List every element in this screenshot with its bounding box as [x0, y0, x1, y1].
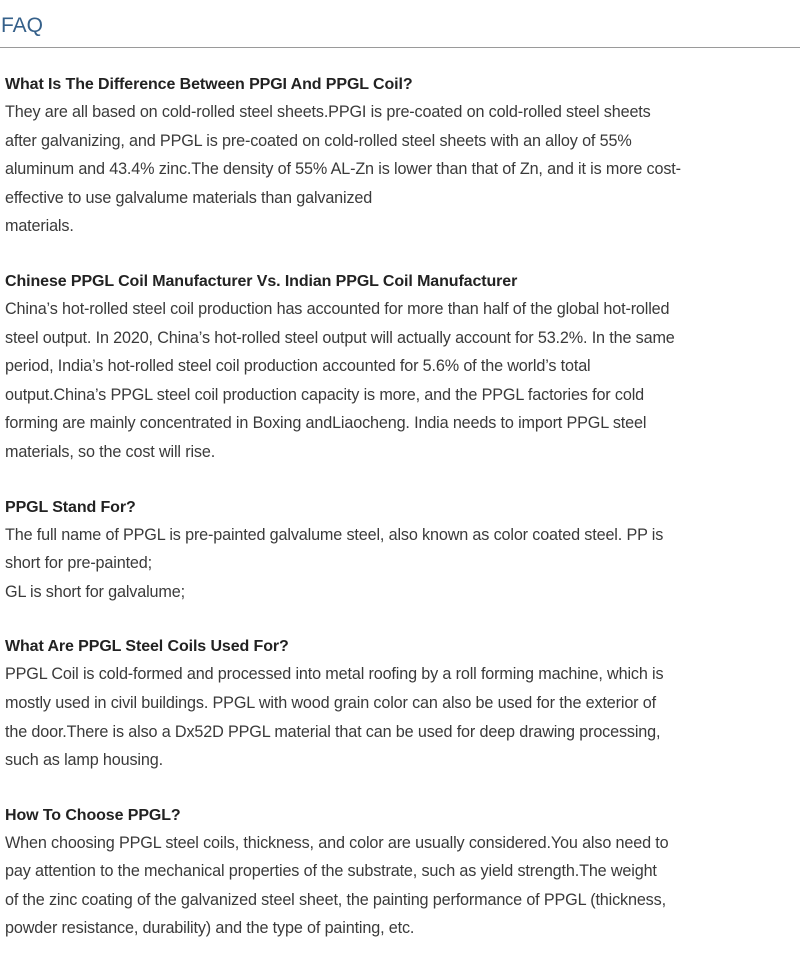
faq-answer — [5, 829, 797, 943]
answer-line: PPGL Coil is cold-formed and processed into metal roofing by a roll forming machine, which is — [5, 665, 664, 684]
answer-line: The full name of PPGL is pre-painted galvalume steel, also known as color coated steel. PP is — [5, 525, 664, 544]
faq-answer — [5, 295, 797, 467]
answer-line: period, India’s hot-rolled steel coil production accounted for 5.6% of the world’s total — [5, 357, 591, 376]
answer-line: powder resistance, durability) and the type of painting, etc. — [5, 919, 415, 938]
answer-line: pay attention to the mechanical properties of the substrate, such as yield strength.The weight — [5, 862, 657, 881]
faq-question: What Are PPGL Steel Coils Used For? — [5, 638, 289, 656]
answer-line: materials. — [5, 217, 74, 236]
faq-item — [5, 72, 797, 241]
faq-header — [0, 0, 800, 48]
faq-answer — [5, 660, 797, 774]
answer-line: They are all based on cold-rolled steel sheets.PPGI is pre-coated on cold-rolled steel sheets — [5, 103, 651, 121]
answer-line: When choosing PPGL steel coils, thickness, and color are usually considered.You also need to — [5, 833, 669, 852]
faq-item — [5, 495, 797, 607]
faq-question: What Is The Difference Between PPGI And PPGL Coil? — [5, 76, 413, 93]
faq-answer — [5, 521, 797, 607]
answer-line: the door.There is also a Dx52D PPGL material that can be used for deep drawing processing, — [5, 722, 661, 741]
answer-line: forming are mainly concentrated in Boxing andLiaocheng. India needs to import PPGL steel — [5, 414, 647, 433]
answer-line: output.China’s PPGL steel coil production capacity is more, and the PPGL factories for cold — [5, 385, 644, 404]
faq-item — [5, 634, 797, 774]
answer-line: after galvanizing, and PPGL is pre-coated on cold-rolled steel sheets with an alloy of 55% — [5, 131, 632, 150]
page-title: FAQ — [1, 14, 44, 37]
answer-line: China’s hot-rolled steel coil production has accounted for more than half of the global hot-rolled — [5, 299, 670, 318]
answer-line: GL is short for galvalume; — [5, 582, 185, 601]
answer-line: mostly used in civil buildings. PPGL with wood grain color can also be used for the exterior of — [5, 693, 656, 712]
faq-question: PPGL Stand For? — [5, 498, 136, 516]
answer-line: of the zinc coating of the galvanized steel sheet, the painting performance of PPGL (thickness, — [5, 890, 666, 909]
answer-line: aluminum and 43.4% zinc.The density of 55% AL-Zn is lower than that of Zn, and it is more cost- — [5, 160, 681, 179]
faq-question: How To Choose PPGL? — [5, 806, 181, 824]
faq-item — [5, 269, 797, 467]
faq-question: Chinese PPGL Coil Manufacturer Vs. Indian PPGL Coil Manufacturer — [5, 272, 518, 290]
faq-item — [5, 803, 797, 943]
faq-answer — [5, 98, 797, 241]
answer-line: materials, so the cost will rise. — [5, 442, 216, 461]
answer-line: such as lamp housing. — [5, 751, 163, 770]
faq-list — [5, 72, 797, 971]
answer-line: effective to use galvalume materials than galvanized — [5, 188, 373, 207]
answer-line: steel output. In 2020, China’s hot-rolled steel output will actually account for 53.2%. In the same — [5, 328, 675, 347]
answer-line: short for pre-painted; — [5, 554, 152, 573]
